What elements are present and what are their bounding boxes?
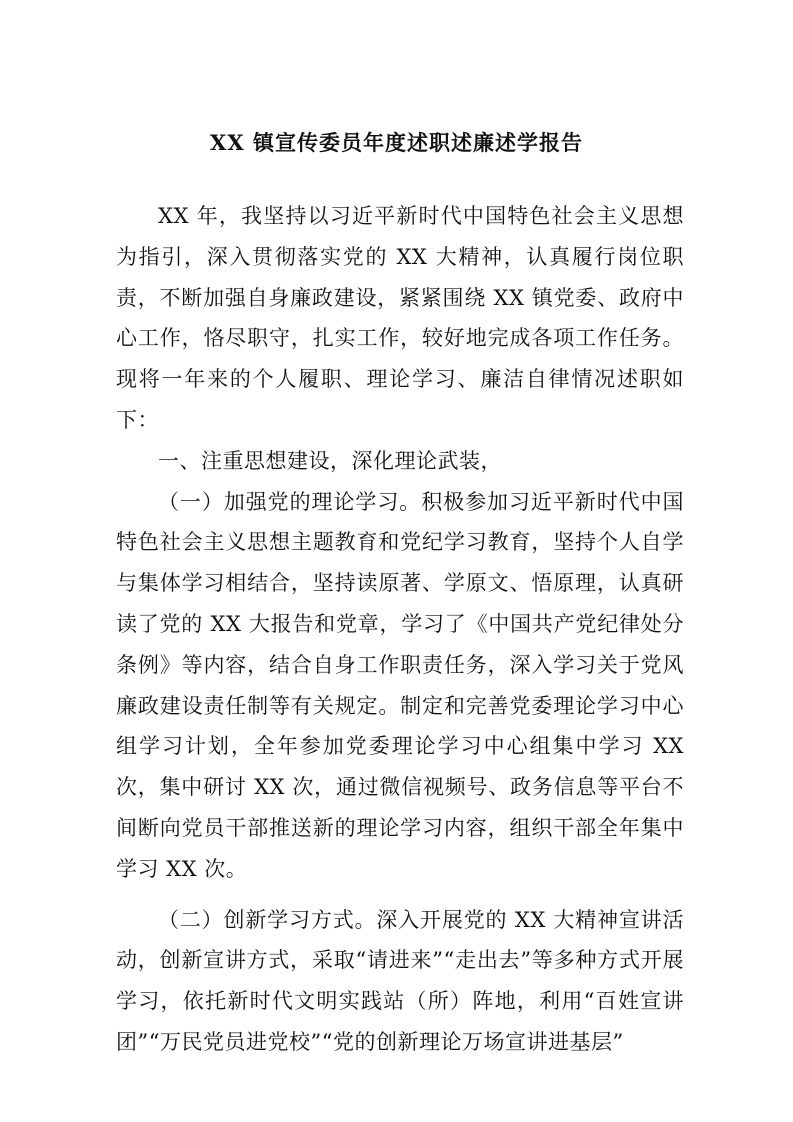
document-title: XX 镇宣传委员年度述职述廉述学报告 bbox=[210, 130, 583, 155]
intro-paragraph: XX 年，我坚持以习近平新时代中国特色社会主义思想为指引，深入贯彻落实党的 XX 大精神，认真履行岗位职责，不断加强自身廉政建设，紧紧围绕 XX 镇党委、政府中心工作，恪尽职守，扎实工作，较好地完成各项工作任务。现将一年来的个人履职、理论学习、廉洁自律情况述职如下： bbox=[116, 204, 684, 432]
section-heading-1: 一、注重思想建设，深化理论武装， bbox=[158, 448, 502, 473]
document-body bbox=[116, 196, 684, 1063]
subsection-paragraph-1: （一）加强党的理论学习。积极参加习近平新时代中国特色社会主义思想主题教育和党纪学习教育，坚持个人自学与集体学习相结合，坚持读原著、学原文、悟原理，认真研读了党的 XX 大报告和党章，学习了《中国共产党纪律处分条例》等内容，结合自身工作职责任务，深入学习关于党风廉政建设责任制等有关规定。制定和完善党委理论学习中心组学习计划，全年参加党委理论学习中心组集中学习 XX 次，集中研讨 XX 次，通过微信视频号、政务信息等平台不间断向党员干部推送新的理论学习内容，组织干部全年集中学习 XX 次。 bbox=[116, 489, 684, 881]
subsection-paragraph-2: （二）创新学习方式。深入开展党的 XX 大精神宣讲活动，创新宣讲方式，采取“请进来”“走出去”等多种方式开展学习，依托新时代文明实践站（所）阵地，利用“百姓宣讲团”“万民党员进党校”“党的创新理论万场宣讲进基层” bbox=[116, 907, 684, 1054]
